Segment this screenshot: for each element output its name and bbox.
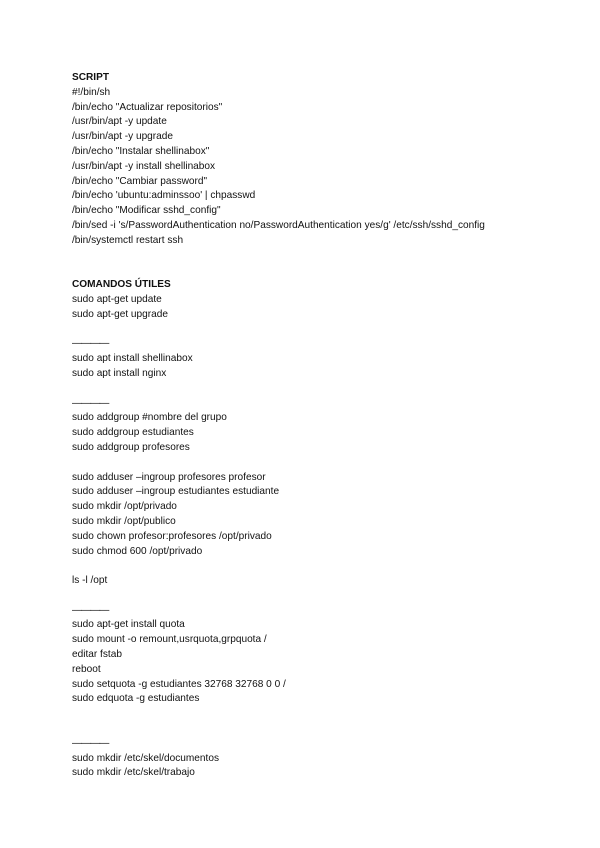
command-line: sudo mkdir /etc/skel/trabajo xyxy=(72,767,195,779)
spacer xyxy=(72,589,580,604)
command-line: reboot xyxy=(72,663,101,675)
spacer xyxy=(72,707,580,737)
script-line: /bin/echo "Instalar shellinabox" xyxy=(72,145,210,157)
command-line: sudo edquota -g estudiantes xyxy=(72,693,200,705)
script-line: /bin/sed -i 's/PasswordAuthentication no/PasswordAuthentication yes/g' /etc/ssh/sshd_config xyxy=(72,219,485,231)
separator-line: ———— xyxy=(72,737,109,749)
command-line: ls -l /opt xyxy=(72,575,108,587)
script-line: /bin/echo 'ubuntu:adminssoo' | chpasswd xyxy=(72,190,256,202)
document-page xyxy=(72,71,580,781)
script-line: #!/bin/sh xyxy=(72,86,111,98)
separator-line: ———— xyxy=(72,397,109,409)
script-line: /bin/echo "Modificar sshd_config" xyxy=(72,205,221,217)
command-line: sudo setquota -g estudiantes 32768 32768 0 0 / xyxy=(72,678,286,690)
script-heading: SCRIPT xyxy=(72,72,110,83)
command-line: sudo addgroup estudiantes xyxy=(72,427,194,439)
separator-line: ———— xyxy=(72,604,109,616)
command-line: sudo addgroup profesores xyxy=(72,441,190,453)
command-line: sudo apt install shellinabox xyxy=(72,353,193,365)
command-line: sudo mount -o remount,usrquota,grpquota / xyxy=(72,634,267,646)
command-line: editar fstab xyxy=(72,649,122,661)
script-line: /bin/echo "Cambiar password" xyxy=(72,175,208,187)
spacer xyxy=(72,559,580,574)
command-line: sudo chown profesor:profesores /opt/privado xyxy=(72,530,272,542)
spacer xyxy=(72,456,580,471)
script-line: /usr/bin/apt -y update xyxy=(72,116,167,128)
command-line: sudo mkdir /etc/skel/documentos xyxy=(72,752,219,764)
spacer xyxy=(72,249,580,279)
command-line: sudo addgroup #nombre del grupo xyxy=(72,412,227,424)
spacer xyxy=(72,323,580,338)
command-line: sudo apt-get update xyxy=(72,293,162,305)
script-line: /usr/bin/apt -y upgrade xyxy=(72,131,173,143)
command-line: sudo adduser –ingroup profesores profesor xyxy=(72,471,266,483)
command-line: sudo apt install nginx xyxy=(72,367,167,379)
command-line: sudo apt-get install quota xyxy=(72,619,185,631)
command-line: sudo chmod 600 /opt/privado xyxy=(72,545,203,557)
script-line: /bin/systemctl restart ssh xyxy=(72,234,184,246)
command-line: sudo mkdir /opt/publico xyxy=(72,515,176,527)
script-line: /bin/echo "Actualizar repositorios" xyxy=(72,101,223,113)
spacer xyxy=(72,382,580,397)
comandos-heading: COMANDOS ÚTILES xyxy=(72,279,171,291)
command-line: sudo adduser –ingroup estudiantes estudiante xyxy=(72,486,280,498)
command-line: sudo mkdir /opt/privado xyxy=(72,501,177,513)
command-line: sudo apt-get upgrade xyxy=(72,308,168,320)
separator-line: ———— xyxy=(72,338,109,350)
script-line: /usr/bin/apt -y install shellinabox xyxy=(72,160,216,172)
